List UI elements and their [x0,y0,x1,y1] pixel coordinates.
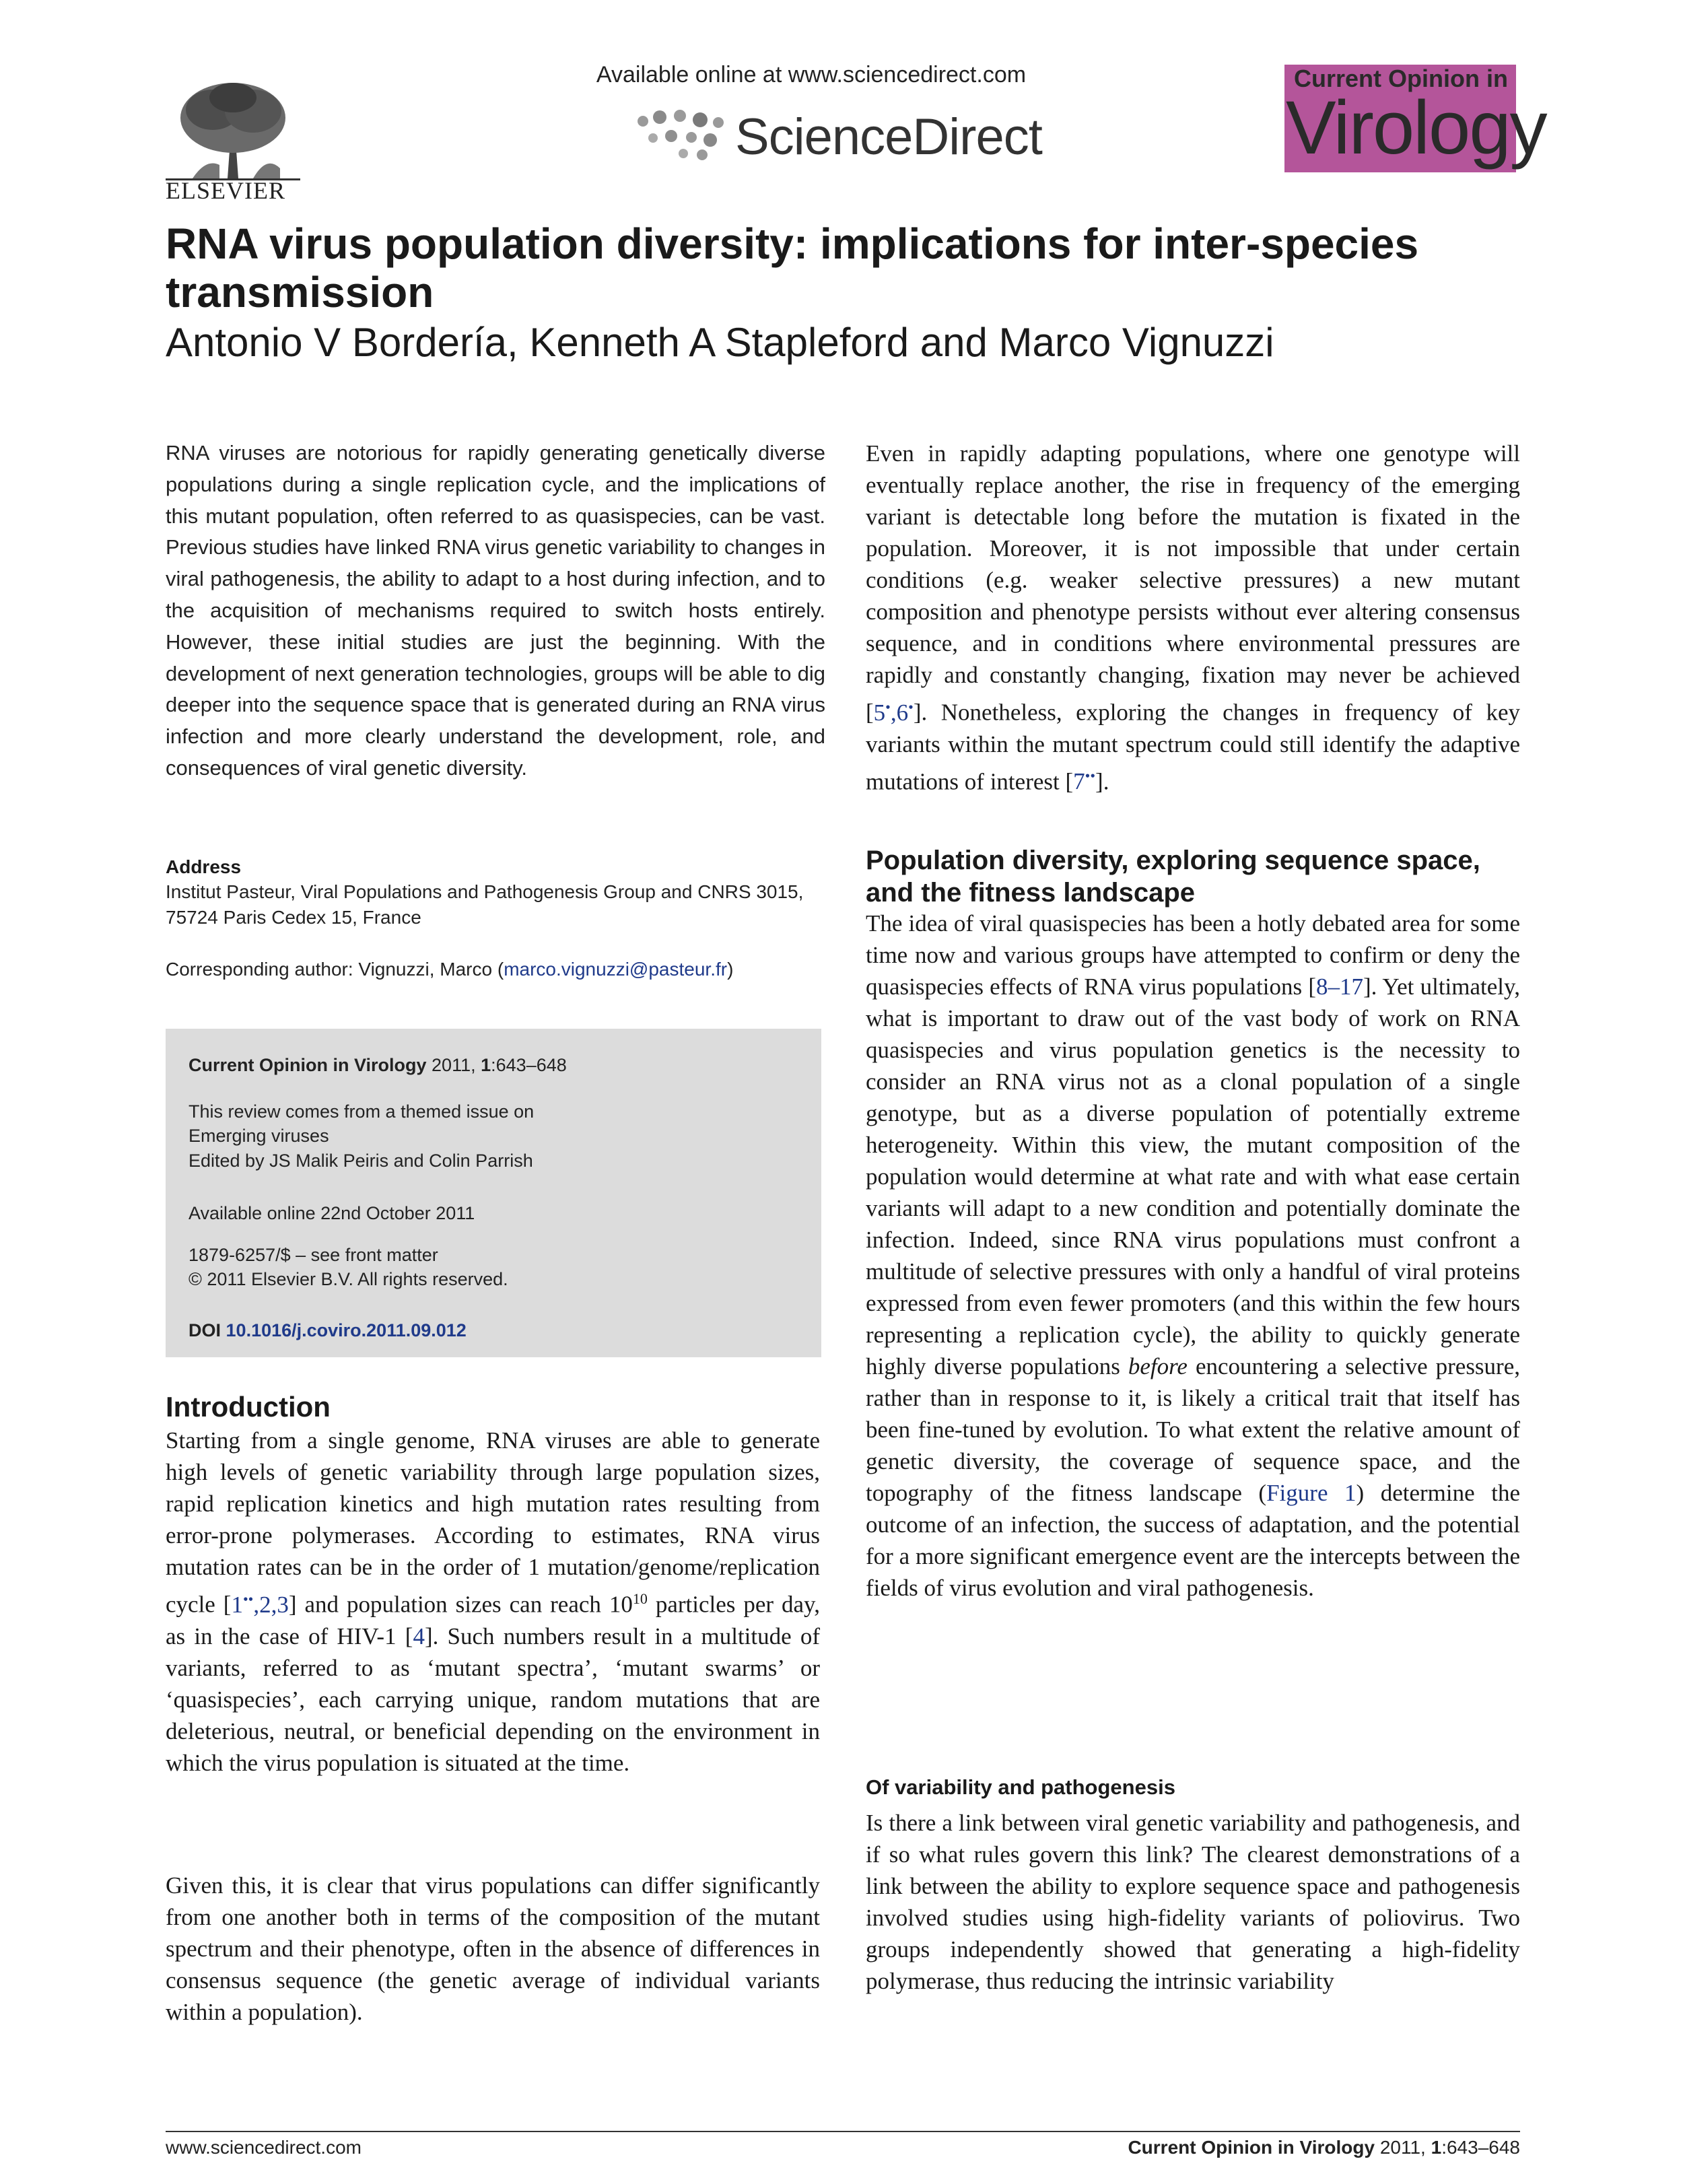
address-heading: Address [166,856,242,877]
article-title: RNA virus population diversity: implications for inter-species transmission [166,219,1419,316]
ref-1-number: 1 [231,1591,243,1618]
pop-text-b: ]. Yet ultimately, what is important to draw out of the vast body of work on RNA quasispecies and virus population genetics is the necessity to consider an RNA virus not as a clonal population of a single genotype, but as a diverse population of potentially extreme heterogeneity. Within this view, the mutant composition of the population would determine at what rate and with what ease certain variants will adapt to a new condition and potentially dominate the infection. Indeed, since RNA virus populations must confront a multitude of selective pressures with only a handful of viral proteins expressed from even fewer promoters (and this within the few hours representing a replication cycle), the ability to quickly generate highly diverse populations [866,974,1520,1379]
ref-1-link[interactable] [231,1592,288,1618]
pop-text-c: encountering a selective pressure, rather than in response to it, is likely a critical trait that itself has been fine-tuned by evolution. To what extent the relative amount of genetic diversity, the coverage of sequence space, and the topography of the fitness landscape ( [866,1353,1520,1506]
right-text-b: ]. Nonetheless, exploring the changes in frequency of key variants within the mutant spectrum could still identify the adaptive mutations of interest [ [866,699,1520,795]
introduction-paragraph-1 [166,1425,820,1779]
info-journal: Current Opinion in Virology [188,1055,427,1075]
ref-5-mark: • [885,698,891,715]
info-year: 2011, [432,1055,476,1075]
info-doi [188,1320,467,1341]
figure-1-link[interactable]: Figure 1 [1266,1480,1356,1506]
info-editors: Edited by JS Malik Peiris and Colin Parrish [188,1151,533,1171]
population-diversity-paragraph [866,908,1520,1604]
abstract: RNA viruses are notorious for rapidly generating genetically diverse populations during a single replication cycle, and the implications of this mutant population, often referred to as quasispecies, can be vast. Previous studies have linked RNA virus genetic variability to changes in viral pathogenesis, the ability to adapt to a host during infection, and to the acquisition of mechanisms required to switch hosts entirely. However, these initial studies are just the beginning. With the development of next generation technologies, groups will be able to dig deeper into the sequence space that is generated during an RNA virus infection and more clearly understand the development, role, and consequences of viral genetic diversity. [166,441,825,780]
info-available-online: Available online 22nd October 2011 [188,1203,475,1223]
variability-heading: Of variability and pathogenesis [866,1775,1175,1799]
doi-label: DOI [188,1320,221,1340]
ref-4-link[interactable]: 4 [413,1623,425,1649]
variability-paragraph: Is there a link between viral genetic variability and pathogenesis, and if so what rules govern this link? The clearest demonstrations of a link between the ability to explore sequence space and pathogenesis involved studies using high-fidelity variants of poliovirus. Two groups independently showed that generating a high-fidelity polymerase, thus reducing the intrinsic variability [866,1810,1520,1994]
intro-text-d: ]. Such numbers result in a multitude of variants, referred to as ‘mutant spectra’, ‘mutant swarms’ or ‘quasispecies’, each carrying unique, random mutations that are deleterious, neutral, or beneficial depending on the environment in which the virus population is situated at the time. [166,1623,820,1776]
address-text: Institut Pasteur, Viral Populations and Pathogenesis Group and CNRS 3015, 75724 Paris Cedex 15, France [166,881,804,928]
info-citation [188,1055,567,1076]
info-copyright: © 2011 Elsevier B.V. All rights reserved. [188,1269,508,1289]
journal-badge-top-text: Current Opinion in [1294,65,1508,92]
ref-6-number: ,6 [890,699,909,726]
ref-5-6-link[interactable] [874,699,914,726]
introduction-heading: Introduction [166,1391,331,1423]
article-info-box [166,1029,821,1357]
info-issn: 1879-6257/$ – see front matter [188,1245,438,1265]
footer-journal: Current Opinion in Virology [1128,2137,1375,2158]
available-online-text: Available online at www.sciencedirect.com [596,62,1027,88]
intro-text-c: particles per day, as in the case of HIV-1 [ [166,1591,821,1649]
publisher-name: ELSEVIER [166,177,285,204]
introduction-paragraph-2: Given this, it is clear that virus populations can differ significantly from one another both in terms of the composition of the mutant spectrum and their phenotype, often in the absence of differences in consensus sequence (the genetic average of individual variants within a population). [166,1872,820,2025]
pop-emphasis: before [1128,1353,1188,1379]
doi-link[interactable]: 10.1016/j.coviro.2011.09.012 [226,1320,467,1340]
intro-text-b: ] and population sizes can reach 10 [288,1591,633,1618]
email-link[interactable]: marco.vignuzzi@pasteur.fr [504,959,728,980]
intro-text-a: Starting from a single genome, RNA viruses are able to generate high levels of genetic variability through large population sizes, rapid replication kinetics and high mutation rates resulting from error-prone polymerases. According to estimates, RNA virus mutation rates can be in the order of 1 mutation/genome/replication cycle [ [166,1427,820,1618]
info-pages: :643–648 [491,1055,567,1075]
ref-7-number: 7 [1073,768,1085,795]
info-themed-line-1: This review comes from a themed issue on [188,1101,535,1122]
footer-pages: :643–648 [1441,2137,1520,2158]
ref-7-mark: •• [1085,767,1096,784]
footer-volume: 1 [1431,2137,1442,2158]
ref-5-number: 5 [873,699,886,726]
ref-7-link[interactable] [1073,768,1095,794]
info-themed-line-2: Emerging viruses [188,1126,329,1146]
footer-divider [166,2131,1520,2132]
pop-text-a: The idea of viral quasispecies has been a hotly debated area for some time now and various groups have attempted to confirm or deny the quasispecies effects of RNA virus populations [ [866,910,1520,1000]
article-authors: Antonio V Bordería, Kenneth A Stapleford and Marco Vignuzzi [166,320,1274,365]
corresponding-prefix: Corresponding author: Vignuzzi, Marco ( [166,959,504,980]
ref-6-mark: • [908,698,914,715]
sciencedirect-wordmark: ScienceDirect [735,108,1042,166]
footer-year: 2011, [1379,2137,1426,2158]
right-paragraph-1 [866,438,1520,797]
sciencedirect-dots-icon [629,108,730,162]
corresponding-author [166,959,825,980]
population-diversity-heading: Population diversity, exploring sequence space, and the fitness landscape [866,846,1480,908]
ref-8-17-link[interactable]: 8–17 [1316,974,1364,1000]
journal-badge-title: Virology [1286,86,1546,170]
corresponding-suffix: ) [727,959,734,980]
footer-citation [875,2137,1520,2158]
ref-2-3: ,2,3 [253,1591,289,1618]
exponent: 10 [632,1590,648,1607]
info-volume: 1 [481,1055,491,1075]
right-text-a: Even in rapidly adapting populations, where one genotype will eventually replace another, the rise in frequency of the emerging variant is detectable long before the mutation is fixated in the population. Moreover, it is not impossible that under certain conditions (e.g. weaker selective pressures) a new mutant composition and phenotype persists without ever altering consensus sequence, and in conditions where environmental pressures are rapidly and constantly changing, fixation may never be achieved [ [866,440,1520,726]
footer-website: www.sciencedirect.com [166,2137,362,2158]
ref-1-mark: •• [242,1590,254,1607]
right-text-c: ]. [1095,768,1109,795]
pop-text-d: ) determine the outcome of an infection, the success of adaptation, and the potential for a more significant emergence event are the intercepts between the fields of virus evolution and viral pathogenesis. [866,1480,1520,1601]
